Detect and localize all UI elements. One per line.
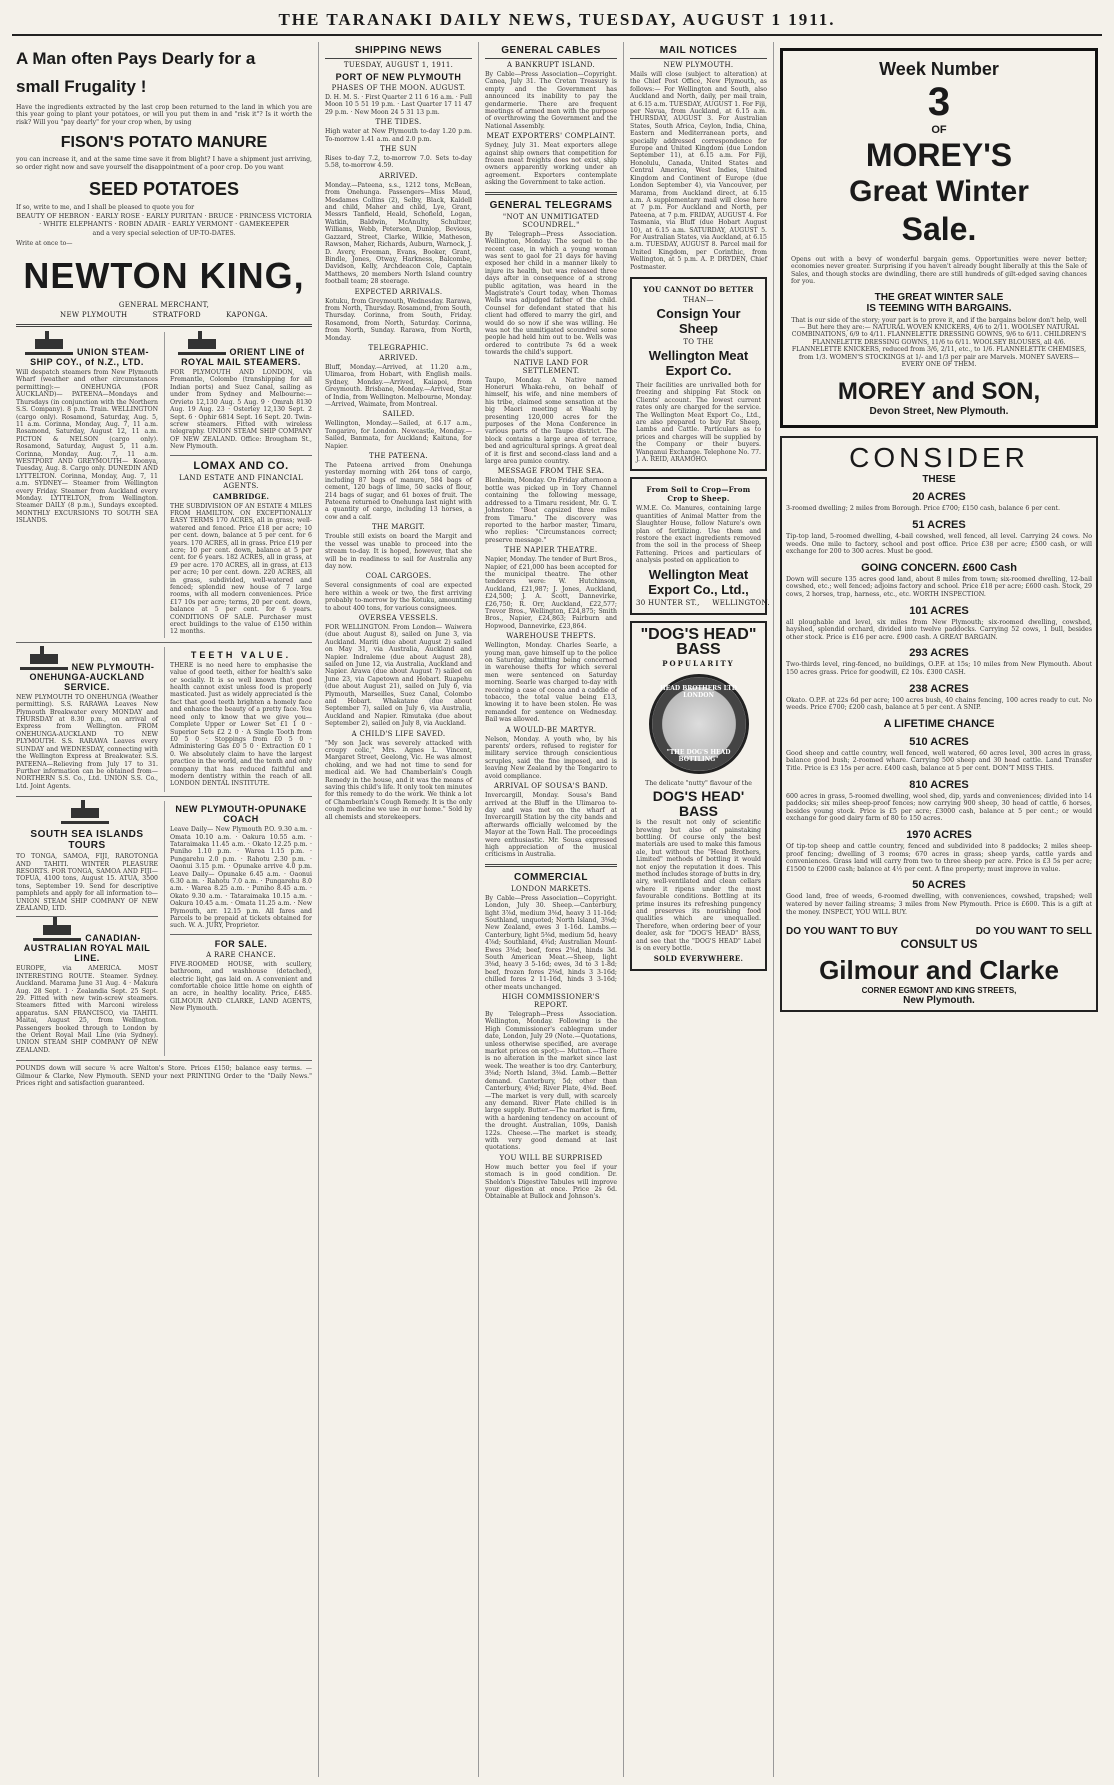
gilmour-city: New Plymouth.	[903, 995, 975, 1007]
divider	[16, 1060, 312, 1061]
pateena-heading: THE PATEENA.	[369, 452, 428, 461]
bottle-label-top: HEAD BROTHERS LTD LONDON	[660, 684, 737, 699]
bottle-label-bottom: "THE DOG'S HEAD BOTTLING"	[666, 748, 731, 763]
teeth-ad	[164, 647, 312, 792]
column-advertisements-right	[773, 42, 1104, 1777]
footer-notices: POUNDS down will secure ¼ acre Walton's Store. Prices £150; balance easy terms. — Gilmour & Clarke, New Plymouth. SEND your next PRINTING Order to the "Daily News." Prices right and satisfaction guaranteed.	[16, 1065, 312, 1088]
steamship-icon	[33, 921, 81, 941]
meat-line-5: Wellington Meat Export Co.	[648, 347, 749, 378]
martyr-heading: A WOULD-BE MARTYR.	[505, 725, 597, 734]
fisons-text: you can increase it, and at the same time save it from blight? I have a shipment just arriving, so order right now and save yourself the disappointment of a poor crop. Do you want	[16, 156, 312, 171]
sousa-text: Invercargill, Monday. Sousa's Band arrived at the Bluff in the Ulimaroa to-day and was met on the wharf at Invercargill Station by the city bands and afterwards officially welcomed by the Mayor at the Town Hall. The proceedings were enthusiastic. Mr. Sousa expressed high appreciation of the musical criticisms in Australia.	[485, 792, 617, 859]
divider	[16, 796, 312, 797]
canadian-heading: CANADIAN-AUSTRALIAN ROYAL MAIL LINE.	[23, 933, 151, 964]
child-saved-heading: A CHILD'S LIFE SAVED.	[351, 729, 446, 738]
steamship-icon	[61, 804, 109, 824]
sell-question: DO YOU WANT TO SELL	[975, 926, 1092, 938]
lomax-sub: LAND ESTATE AND FINANCIAL AGENTS.	[179, 473, 303, 490]
soil-company: Wellington Meat Export Co., Ltd.,	[648, 566, 749, 597]
property-heading: GOING CONCERN. £600 Cash	[861, 561, 1017, 574]
mail-notices-text: Mails will close (subject to alteration) at the Chief Post Office, New Plymouth, as follows:— For Wellington and South, also Auckland and North, daily, per mail train, at 6.15 a.m. TUESDAY, AUGUST 1. For Fiji, per Navua, from Auckland, at 6.15 a.m. THURSDAY, AUGUST 3. For Australian States, South Africa, Ceylon, India, China, Eastern and Mediterranean ports, and specially addressed correspondence for Europe and United Kingdom (due London September 11), at 6.15 a.m. For Fiji, Honolulu, Canada, United States and Central America, West Indies, United Kingdom and Continent of Europe (due London September 4), via Vancouver, per Marama, from Auckland direct, at 6.15 a.m. A supplementary mail will close here at 7 p.m. For Auckland and North, per Pateena, at 7 p.m. FRIDAY, AUGUST 4. For Tasmania, via Bluff (due Hobart August 10), at 6.15 a.m. SATURDAY, AUGUST 5. For Australian States, via Auckland, at 6.15 a.m. TUESDAY, AUGUST 8. Parcel mail for United Kingdom, per Corinthic, from Wellington, at 5 p.m. A. P. DRYDEN, Chief Postmaster.	[630, 71, 767, 271]
property-description: Down will secure 135 acres good land, about 8 miles from town; six-roomed dwelling, 12-bail cowshed, etc.; well fenced; adjoins factory and school. Price £18 per acre; £600 cash. Stock, 29 cows, 2 horses, trap, harness, etc., etc. WORTH INSPECTION.	[786, 575, 1092, 599]
manure-intro: Have the ingredients extracted by the last crop been returned to the land in which you are this year going to plant your potatoes, or will you put them in and "risk it"? Is it worth the risk? Will you "pay dearly" for your crop when, by using	[16, 104, 312, 126]
london-markets-text: By Cable—Press Association—Copyright. London, July 30. Sheep.—Canterbury, light 3⅞d, medium 3⅝d, heavy 3 11-16d; Southland, unquoted; North Island, 3⅝d; New Zealand, ewes 3 1-16d. Lambs.—Canterbury, light 5⅜d, medium 5d, heavy 4⅞d; Southland, 4¾d; Australian Mount-Ewes 3⅜d; beef, fores 2⅝d, hinds 3d. South American Meat.—Sheep, light 3⅝d, heavy 3 5-16d; ewes, 3d to 3 1-8d; beef, frozen fores 2⅜d, hinds 3 3-16d; chilled fores 2 11-16d, hinds 3 3-16d; other meats unchanged.	[485, 894, 617, 991]
high-commissioner-heading: HIGH COMMISSIONER'S REPORT.	[502, 993, 600, 1010]
telegraphic-heading: TELEGRAPHIC.	[368, 343, 429, 352]
property-listings	[786, 491, 1092, 916]
warehouse-heading: WAREHOUSE THEFTS.	[506, 632, 596, 641]
lomax-heading: LOMAX AND CO.	[193, 459, 289, 472]
write-text: Write at once to—	[16, 239, 73, 247]
morey-heading: MOREY'S	[865, 137, 1013, 173]
divider	[170, 455, 312, 456]
london-markets-heading: LONDON MARKETS.	[511, 884, 591, 893]
steamship-icon	[25, 335, 73, 355]
canadian-text: EUROPE, via AMERICA. MOST INTERESTING ROUTE. Steamer. Sydney. Auckland. Marama June 31 Aug. 4 · Makura Aug. 28 Sept. 1 · Zealandia Sept. 25 Sept. 29. Fitted with new twin-screw steamers. Steamers fitted with Marconi wireless apparatus. SAN FRANCISCO, via TAHITI. Maitai, August 25, from Wellington. Passengers booked through to London by the Orient Royal Mail Line (via Sydney). UNION STEAM SHIP COMPANY OF NEW ZEALAND.	[16, 965, 158, 1054]
telegraphic-text: Bluff, Monday.—Arrived, at 11.20 a.m., Ulimaroa, from Hobart, with English mails. Sydney, Monday.—Arrived, Kaiapoi, from Greymouth. Brisbane, Monday.—Arrived, Star of India, from Wellington. Melbourne, Monday.—Arrived, Waimate, from Montreal.	[325, 363, 472, 408]
newton-merchant: GENERAL MERCHANT,	[118, 301, 210, 310]
steamship-icon	[20, 650, 68, 670]
teeming-text: That is our side of the story; your part is to prove it, and if the bargains below don't help, well— But here they are:— NATURAL WOVEN KNICKERS, 4/6 to 2/11. WOOLSEY NATURAL COMBINATIONS, 6/9 to 4/11. FLANNELETTE DRESSING GOWNS, 9/6 to 6/11. CHILDREN'S FLANNELETTE DRESSING GOWNS, 11/6 to 6/11. WOOLSEY BLOUSES, all 4/6. FLANNELETTE KNICKERS, reduced from 3/6, 2/11, etc., to 1/6. FLANNELETTE CHEMISES, from 1/3. WOMEN'S STOCKINGS at 1/- and 1/3 per pair are Marvels. MONEY SAVERS—EVERY ONE OF THEM.	[791, 316, 1087, 369]
property-description: Good land, free of weeds, 6-roomed dwelling, with conveniences, cowshed, trapshed; well watered by never failing streams; 3 miles from New Plymouth. Price is £600. This is a gift at the money. INSPECT, YOU WILL BUY.	[786, 893, 1092, 916]
property-description: all ploughable and level, six miles from New Plymouth; six-roomed dwelling, cowshed, hayshed, splendid orchard, divided into twelve paddocks. Carrying 52 cows, 1 bull, besides other stock. Price is £16 per acre. £900 cash. A GREAT BARGAIN.	[786, 618, 1092, 641]
gilmour-address: CORNER EGMONT AND KING STREETS,	[861, 986, 1017, 996]
shipping-ads-row-2	[16, 647, 312, 792]
sun-heading: THE SUN	[379, 145, 418, 154]
tides-text: High water at New Plymouth to-day 1.20 p.m. To-morrow 1.41 a.m. and 2.0 p.m.	[325, 128, 472, 143]
meat-text: Sydney, July 31. Meat exporters allege against ship owners that competition for frozen meat freights does not exist, ship owners apparently working under an agreement. Exporters contemplate asking the Government to take action.	[485, 142, 617, 187]
meat-line-3: Consign Your Sheep	[656, 305, 741, 336]
commercial-heading: COMMERCIAL	[514, 871, 588, 883]
divider	[16, 642, 312, 643]
mail-notices-heading: MAIL NOTICES	[630, 45, 767, 59]
property-description: 600 acres in grass, 5-roomed dwelling, wool shed, dip, yards and conveniences; divided into 14 paddocks; six miles sheep-proof fences; now carrying 900 sheep, 30 head of cattle, 6 horses, besides young stock. Price is £5 per acre; £3000 cash, balance at 5 per cent.; or would exchange for good dairy farm of 80 to 150 acres.	[786, 792, 1092, 823]
south-sea-islands-ad	[16, 801, 158, 1056]
moon-phases-table: D. H. M. S. · First Quarter 2 11 6 16 a.m. · Full Moon 10 5 51 19 p.m. · Last Quarter 17 11 47 29 p.m. · New Moon 24 5 31 13 p.m.	[325, 94, 472, 116]
property-description: Good sheep and cattle country, well fenced, well watered, 60 acres level, 300 acres in grass, balance good bush; 2-roomed whare. Carrying 500 sheep and 30 head cattle. Land Transfer Title. Price is £3 15s per acre. £400 cash, balance at 5 per cent. DON'T MISS THIS.	[786, 749, 1092, 772]
port-heading: PORT OF NEW PLYMOUTH	[335, 72, 462, 82]
week-number-value: 3	[927, 80, 951, 124]
meat-heading: MEAT EXPORTERS' COMPLAINT.	[486, 132, 616, 141]
property-heading: 20 ACRES	[912, 491, 966, 504]
sailed-text: Wellington, Monday.—Sailed, at 6.17 a.m., Tongariro, for London. Newcastle, Monday.—Sailed, Banmata, for Auckland; Kaituna, for Napier.	[325, 420, 472, 450]
shipping-date: TUESDAY, AUGUST 1, 1911.	[343, 61, 454, 69]
sea-message-text: Blenheim, Monday. On Friday afternoon a bottle was picked up in Tory Channel containing the following message, addressed to a Timaru resident, Mr. G. T. Johnston: "Boat capsized three miles from Timaru." The discovery was reported to the harbor master, Timaru, who replies: "Circumstances correct; preserve message."	[485, 477, 617, 544]
headline-frugality-2: small Frugality !	[16, 77, 147, 96]
teeming-heading-1: THE GREAT WINTER SALE	[874, 291, 1004, 303]
sailed-heading: SAILED.	[382, 410, 415, 419]
sea-message-heading: MESSAGE FROM THE SEA.	[497, 467, 605, 476]
general-telegrams-heading: GENERAL TELEGRAMS	[489, 199, 613, 211]
martyr-text: Nelson, Monday. A youth who, by his parents' orders, refused to register for military service through conscientious scruples, said the fine imposed, and is leaving New Zealand by the Tongariro to avoid compliance.	[485, 735, 617, 780]
buy-question: DO YOU WANT TO BUY	[786, 926, 898, 938]
pateena-text: The Pateena arrived from Onehunga yesterday morning with 264 tons of cargo, including 87 bags of manure, 584 bags of cement, 120 bags of lime, 50 sacks of flour, 214 bags of sugar, and 61 boxes of fruit. The Pateena returned to Onehunga last night with a quantity of cargo, including 13 horses, a cow and a calf.	[325, 462, 472, 521]
orient-heading: ORIENT LINE of ROYAL MAIL STEAMERS.	[181, 347, 305, 368]
bankrupt-text: By Cable—Press Association—Copyright. Canea, July 31. The Cretan Treasury is empty and the Government has announced its inability to pay the gendarmerie. There are frequent meetings of armed men with the purpose of overthrowing the Government and the National Assembly.	[485, 71, 617, 130]
soil-address: 30 HUNTER ST., WELLINGTON.	[636, 598, 770, 607]
coach-and-sale-ads	[164, 801, 312, 1056]
bass-line-2: BASS	[676, 640, 721, 658]
divider	[16, 324, 312, 327]
bass-line-1: "DOG'S HEAD"	[640, 625, 757, 643]
ssi-text: TO TONGA, SAMOA, FIJI, RAROTONGA AND TAHITI. WINTER PLEASURE RESORTS. FOR TONGA, SAMOA AND FIJI— TOFUA, 4100 tons, August 15. ATUA, 3500 tons, September 19. Send for descriptive pamphlets and apply for all information to— UNION STEAM SHIP COMPANY OF NEW ZEALAND, LTD.	[16, 853, 158, 912]
property-heading: 101 ACRES	[909, 604, 969, 617]
meat-line-4: TO THE	[683, 337, 714, 346]
for-sale-text: FIVE-ROOMED HOUSE, with scullery, bathroom, and washhouse (detached), electric light, gas laid on. A convenient and comfortable choice little home on eighth of an acre, in healthy locality. Price, £485. GILMOUR AND CLARKE, LAND AGENTS, New Plymouth.	[170, 960, 312, 1013]
onehunga-service-ad	[16, 647, 158, 792]
newton-king-heading: NEWTON KING,	[23, 255, 305, 297]
coal-text: Several consignments of coal are expected here within a week or two, the first arriving probably to-morrow by the Kotuku, amounting to about 400 tons, for various consignees.	[325, 582, 472, 612]
new-plymouth-heading: NEW PLYMOUTH.	[663, 61, 734, 69]
coach-text: Leave Daily— New Plymouth P.O. 9.30 a.m. · Omata 10.10 a.m. · Oakura 10.55 a.m. · Tataraimaka 11.45 a.m. · Okato 12.25 p.m. · Puniho 1.10 p.m. · Warea 1.15 p.m. · Pungarehu 2.0 p.m. · Rahotu 2.30 p.m. · Oaonui 3.15 p.m. · Opunake arrive 4.0 p.m. Leave Daily— Opunake 6.45 a.m. · Oaonui 6.30 a.m. · Rahotu 7.0 a.m. · Pungarehu 8.0 a.m. · Warea 8.25 a.m. · Puniho 8.45 a.m. · Okato 9.30 a.m. · Tataraimaka 10.15 a.m. · Oakura 10.45 a.m. · Omata 11.25 a.m. · New Plymouth, arr. 12.15 p.m. All fares and Parcels to be prepaid at tickets obtained for such. W. A. JURY, Proprietor.	[170, 826, 312, 930]
seed-text: If so, write to me, and I shall be pleased to quote you for	[16, 204, 195, 212]
property-description: Tip-top land, 5-roomed dwelling, 4-bail cowshed, well fenced, all level. Carrying 24 cows. No weeds. One mile to factory, school and post office. Price £38 per acre; £500 cash, or will exchange for 200 to 300 acres. Must be good.	[786, 533, 1092, 556]
consult-heading: CONSULT US	[900, 937, 978, 952]
divider	[16, 916, 158, 917]
onehunga-text: NEW PLYMOUTH TO ONEHUNGA (Weather permitting). S.S. RARAWA Leaves New Plymouth Breakwater every MONDAY and THURSDAY at 8.30 p.m., on arrival of Express from Wellington. FROM ONEHUNGA-AUCKLAND TO NEW PLYMOUTH. S.S. RARAWA Leaves every SUNDAY and WEDNESDAY, connecting with the Wellington Express at Breakwater. S.S. PATEENA—Relieving from July 17 to 31. Further information can be obtained from— NORTHERN S.S. Co., Ltd. UNION S.S. Co., Ltd. Joint Agents.	[16, 693, 158, 790]
bass-line-3: POPULARITY	[662, 658, 735, 668]
property-description: 3-roomed dwelling; 2 miles from Borough. Price £700; £150 cash, balance 6 per cent.	[786, 505, 1061, 513]
surprised-text: How much better you feel if your stomach is in good condition. Dr. Sheldon's Digestive Tabules will improve your digestion at once. Price 2s 6d. Obtainable at Bullock and Johnson's.	[485, 1163, 617, 1201]
property-heading: 50 ACRES	[912, 879, 966, 892]
arrived-heading: ARRIVED.	[379, 171, 418, 180]
teeming-heading-2: IS TEEMING WITH BARGAINS.	[866, 302, 1012, 314]
for-sale-sub: A RARE CHANCE.	[206, 950, 276, 959]
wellington-meat-ad	[630, 277, 767, 471]
property-heading: 1970 ACRES	[906, 828, 972, 841]
coach-heading: NEW PLYMOUTH-OPUNAKE COACH	[175, 804, 307, 825]
coal-heading: COAL CARGOES.	[365, 572, 432, 581]
sun-text: Rises to-day 7.2, to-morrow 7.0. Sets to-day 5.58, to-morrow 4.59.	[325, 155, 472, 170]
potato-varieties: BEAUTY OF HEBRON · EARLY ROSE · EARLY PURITAN · BRUCE · PRINCESS VICTORIA · WHITE ELEPHANTS · ROBIN ADAIR · EARLY VERMONT · GAMEKEEPER	[16, 212, 312, 228]
headline-frugality-1: A Man often Pays Dearly for a	[16, 49, 256, 68]
column-advertisements-left	[10, 42, 318, 1777]
meat-ad-text: Their facilities are unrivalled both for freezing and shipping Fat Stock on Clients' account. The lowest current rates only are charged for the service. The Wellington Meat Export Co., Ltd., are also prepared to buy Fat Sheep, Lambs and Cattle. Particulars as to prices and charges will be supplied by the Company or their buyers. Wanganui Exchange. Telephone No. 77. J. A. REID, ARAMOHO.	[636, 381, 761, 464]
shipping-ads-row-1	[16, 332, 312, 638]
divider	[485, 192, 617, 195]
bankrupt-heading: A BANKRUPT ISLAND.	[507, 61, 595, 69]
oversea-heading: OVERSEA VESSELS.	[358, 613, 439, 622]
steamship-icon	[178, 335, 226, 355]
morey-sale-ad	[780, 48, 1098, 428]
soil-text: W.M.E. Co. Manures, containing large quantities of Animal Matter from the Slaughter House, follow Nature's own plan of fertilizing. Use them and restore the exact ingredients removed from the soil in the process of Sheep Fattening. Prices and particulars of analysis posted on application to	[636, 505, 761, 565]
napier-theatre-text: Napier, Monday. The tender of Burt Bros., Napier, of £21,000 has been accepted for the municipal theatre. The other tenderers were: W. Hutchinson, Auckland, £21,987; J. Jones, Auckland, £24,500; J. A. Scott, Dannevirke, £26,750; R. Orr, Auckland, £22,577; Trevor Bros., Wellington, £24,875; Smith Bros., Napier, £24,863; Fairburn and Hopwood, Dannevirke, £23,864.	[485, 556, 617, 630]
property-description: Okato. O.P.F. at 22s 6d per acre; 100 acres bush, 40 chains fencing, 100 acres ready to cut. No weeds. Price £700; £200 cash, balance at 5 per cent. A SNIP.	[786, 696, 1092, 712]
divider	[485, 864, 617, 867]
fisons-heading: FISON'S POTATO MANURE	[60, 134, 268, 152]
uss-text: Will despatch steamers from New Plymouth Wharf (weather and other circumstances permitting):— ONEHUNGA (FOR AUCKLAND)— PATEENA—Mondays and Thursdays (in conjunction with the Northern S.S. Company). 8 p.m. Train. WELLINGTON (cargo only). Rosamond, Saturday, Aug. 5, 11 a.m. Corinna, Monday, Aug. 7, 11 a.m. Rosamond, Saturday, August 12, 11 a.m. PICTON & NELSON (cargo only). Rosamond, Saturday, August 5, 11 a.m. Corinna, Monday, Aug. 7, 11 a.m. WESTPORT AND GREYMOUTH— Koonya, Tuesday, Aug. 8. Cargo only. DUNEDIN AND LYTTELTON. Corinna, Monday, Aug. 7, 11 a.m. SYDNEY— Steamer from Wellington every Friday. Steamer from Auckland every Monday. LYTTELTON, from Wellington. Steamer DAILY (8 p.m.), Sundays excepted. MONTHLY EXCURSIONS TO SOUTH SEA ISLANDS.	[16, 369, 158, 525]
meat-line-2: THAN—	[683, 295, 714, 304]
buy-sell-row	[786, 926, 1092, 937]
bass-text: is the result not only of scientific brewing but also of painstaking bottling. Of course only the best materials are used to make this famous ale, but without the "Head Brothers, Limited" methods of bottling it would not enjoy the reputation it does. This method includes storage of butts in dry, airy, well-ventilated and clean cellars where it ripens under the most favourable conditions. Bottling at its prime insures its refreshing pungency and preserves its nourishing food qualities which are unequalled. Therefore, when ordering beer of your dealer, ask for "DOG'S HEAD" BASS, and see that the "DOG'S HEAD" Label is on every bottle.	[636, 819, 761, 952]
expected-text: Kotuku, from Greymouth, Wednesday. Rarawa, from North, Thursday. Rosamond, from South, Thursday. Corinna, from South, Friday. Rosamond, from North, Saturday. Corinna, from North, Sunday. Rarawa, from North, Monday.	[325, 297, 472, 342]
bass-tagline: The delicate "nutty" flavour of the	[645, 779, 752, 787]
bass-sold: SOLD EVERYWHERE.	[653, 954, 744, 964]
property-heading: A LIFETIME CHANCE	[883, 717, 995, 730]
masthead: THE TARANAKI DAILY NEWS, TUESDAY, AUGUST 1 1911.	[278, 10, 836, 29]
teeth-text: THERE is no need here to emphasise the value of good teeth, either for health's sake or socially. It is so well known that good health cannot exist unless food is properly masticated. Just as widely appreciated is the fact that good teeth brighten a homely face and enhance the beauty of a pretty face. You need only to know that we give you— Complete Upper or Lower Set £1 1 0 · Superior Sets £2 2 0 · A Single Tooth from £0 5 0 · Stoppings from £0 5 0 · Administering Gas £0 5 0 · Extraction £0 1 0. We absolutely claim to have the largest practice in the world, and the tenth and only company that has reduced faithful and modern dentistry within the reach of all. LONDON DENTAL INSTITUTE.	[170, 661, 312, 788]
masthead-rule	[12, 34, 1102, 36]
moon-phases-heading: PHASES OF THE MOON. AUGUST.	[331, 84, 466, 92]
column-mail-notices	[623, 42, 773, 1777]
child-saved-text: "My son Jack was severely attacked with croupy colic," Mrs. Agnes L. Vincent, Margaret Street, Geelong, Vic. He was almost choking, and we had not time to send for medical aid. We had Chamberlain's Cough Remedy in the house, and it was the means of saving this child's life. It only took ten minutes for this remedy to do the work. We think a lot of Chamberlain's Cough Remedy. It is the only cough medicine we use in our home." Sold by all chemists and storekeepers.	[325, 739, 472, 821]
sousa-heading: ARRIVAL OF SOUSA'S BAND.	[493, 782, 609, 791]
expected-heading: EXPECTED ARRIVALS.	[354, 287, 443, 296]
newton-towns: NEW PLYMOUTH STRATFORD KAPONGA.	[60, 311, 268, 320]
shipping-news-heading: SHIPPING NEWS	[325, 45, 472, 59]
arrived-text: Monday.—Pateena, s.s., 1212 tons, McBean, from Onehunga. Passengers—Miss Maud, Mesdames Collins (2), Selby, Black, Kaldell and child, Maher and child, Lye, Grant, Messrs Tanfield, Heald, Schofield, Logan, Watkin, Baldwin, McAnulty, Schultzer, Williams, Webb, Peterson, Dunlop, Bevious, Gazzard, Street, Clarke, Wilkie, Matheson, Rawson, Maher, Richards, Auburn, Warnock, J. D. Avery, Freeman, Evans, Booker, Grant, Bindle, Jones, Otway, Harkness, Balcombe, Davidson, Kelly, Archdeacon Cole, Captain Matthews, 20 members North Island country football team; 28 steerage.	[325, 181, 472, 286]
teeth-heading: TEETH VALUE.	[190, 649, 292, 660]
soil-heading: From Soil to Crop—From Crop to Sheep.	[646, 485, 751, 504]
bass-line-4: DOG'S HEAD' BASS	[652, 788, 745, 820]
column-general-cables	[478, 42, 623, 1777]
property-description: Two-thirds level, ring-fenced, no buildings, O.P.F. at 15s; 10 miles from New Plymouth. About 150 acres grass. Price for goodwill, £2 10s. £300 CASH.	[786, 661, 1092, 676]
telegraphic-arrived-heading: ARRIVED.	[379, 353, 418, 362]
bottle-label-icon	[649, 674, 749, 774]
uss-heading: UNION STEAM-SHIP COY., of N.Z., LTD.	[30, 347, 149, 368]
soil-to-crop-ad	[630, 477, 770, 614]
meat-line-1: YOU CANNOT DO BETTER	[643, 284, 754, 294]
shipping-ads-row-3	[16, 801, 312, 1056]
union-steamship-ad	[16, 332, 158, 638]
of-label: OF	[931, 124, 947, 136]
column-shipping-news	[318, 42, 478, 1777]
native-land-heading: NATIVE LAND FOR SETTLEMENT.	[513, 358, 589, 375]
property-heading: 293 ACRES	[909, 647, 969, 660]
high-commissioner-text: By Telegraph—Press Association. Wellington, Monday. Following is the High Commissioner's cablegram under date, London, July 29 (Note.—Quotations, unless otherwise specified, are average market prices on spot):— Mutton.—There is no alteration in the market since last week. The weather is too dry. Canterbury, 3⅝d; North Island, 3⅜d. Lamb.—Better demand. Canterbury, 5d; other than Canterbury, 4⅝d; River Plate, 4⅝d. Beef.—The market is very dull, with scarcely any demand. River Plate chilled is in large supply. Butter.—The market is firm, with a hardening tendency on account of the drought. Australian, 109s, Danish 122s. Cheese.—The market is steady, with very good demand at last quotations.	[485, 1011, 617, 1152]
surprised-heading: YOU WILL BE SURPRISED	[499, 1153, 603, 1162]
selection-text: and a very special selection of UP-TO-DATES.	[92, 230, 236, 238]
sale-heading: Sale.	[901, 211, 977, 247]
orient-text: FOR PLYMOUTH AND LONDON, via Fremantle, Colombo (transhipping for all Indian ports) and Suez Canal, sailing as under from Sydney and Melbourne:— Orvieto 12,130 Aug. 5 Aug. 9 · Omrah 8130 Aug. 19 Aug. 23 · Osterley 12,130 Sept. 2 Sept. 6 · Ophir 6814 Sept. 16 Sept. 20. Twin-screw steamers. Fitted with wireless telegraphy. UNION STEAM SHIP COMPANY OF NEW ZEALAND. Office: Brougham St., New Plymouth.	[170, 369, 312, 451]
general-cables-heading: GENERAL CABLES	[485, 45, 617, 59]
tides-heading: THE TIDES.	[375, 118, 422, 127]
seed-potatoes-heading: SEED POTATOES	[88, 179, 240, 200]
sale-text: Opens out with a bevy of wonderful bargain gems. Opportunities were never better; economies never greater. Surprising if you haven't already bought liberally at this the Sale of Sales, and though stocks are dwindling, there are still hundreds of gilt-edged saving chances for you.	[791, 256, 1087, 286]
warehouse-text: Wellington, Monday. Charles Searle, a young man, gave himself up to the police on Saturday, admitting being concerned in warehouse thefts for which several men were sentenced on Saturday morning. Searle was charged to-day with receiving a case of cocoa and a caddie of tobacco, the total value being £13, knowing it to have been stolen. He was remanded for sentence on Wednesday. Bail was allowed.	[485, 642, 617, 724]
morey-son-heading: MOREY and SON,	[837, 378, 1041, 406]
unmitigated-text: By Telegraph—Press Association. Wellington, Monday. The sequel to the recent case, in which a young woman was sent to gaol for 21 days for having exposed her child in a manner likely to injure its health, but was released three days after in consequence of a strong public agitation, was heard in the Magistrate's Court today, when Thomas Wells was adjudged father of the child. Counsel for defendant stated that his client had offered to marry the girl, and would do so now if she was willing. He was not the unmitigated scoundrel some people had held him out to be. Wells was ordered to contribute 7s 6d a week towards the child's support.	[485, 230, 617, 357]
dogs-head-bass-ad	[630, 621, 767, 972]
consider-heading: CONSIDER	[849, 442, 1029, 474]
margit-text: Trouble still exists on board the Margit and the vessel was unable to proceed into the stream to-day. It is hoped, however, that she will be in readiness to sail for Australia any day now.	[325, 533, 472, 570]
property-heading: 238 ACRES	[909, 682, 969, 695]
gilmour-clarke-ad	[780, 436, 1098, 1012]
great-winter-heading: Great Winter	[849, 175, 1029, 208]
property-heading: 51 ACRES	[912, 519, 966, 532]
for-sale-heading: FOR SALE.	[214, 938, 268, 949]
morey-address: Devon Street, New Plymouth.	[869, 406, 1009, 418]
property-description: Of tip-top sheep and cattle country, fenced and subdivided into 8 paddocks; 2 miles sheep-proof fencing; dwelling of 3 rooms; 670 acres in grass; sheep yards, cattle yards and conveniences. Grass land will carry from two to three sheep per acre. Price is £3 5s per acre; £1500 to £2000 cash; balance at 4½ per cent. A fine property; must improve in value.	[786, 842, 1092, 873]
gilmour-clarke-heading: Gilmour and Clarke	[819, 955, 1059, 986]
native-land-text: Taupo, Monday. A Native named Honeruri Whaka-rehu, on behalf of himself, his wife, and nine members of his tribe, claimed some sensation at the big Maori meeting at Waahi by presenting 120,000 acres for the purposes of the Mona Conference in various parts of the Taupo district. The block contains a large area of terrace, bed and agricultural springs. A great deal of it is first and second-class land and a large area pumice country.	[485, 376, 617, 466]
ssi-heading: SOUTH SEA ISLANDS TOURS	[30, 829, 144, 852]
these-heading: THESE	[922, 474, 956, 486]
onehunga-heading: NEW PLYMOUTH-ONEHUNGA-AUCKLAND SERVICE.	[29, 661, 155, 692]
orient-line-ad	[164, 332, 312, 638]
week-number: Week Number	[879, 59, 999, 79]
lomax-text: THE SUBDIVISION OF AN ESTATE 4 MILES FROM HAMILTON. ON EXCEPTIONALLY EASY TERMS 170 ACRES, all in grass; well-watered and fenced. Price £18 per acre; 10 per cent. down, balance at 5 per cent. for 6 years. 170 ACRES, all in grass. Price £19 per acre; 10 per cent. down, balance at 5 per cent. for 6 years. 182 ACRES, all in grass, at £9 per acre. 170 ACRES, all in grass, at £13 per acre; 10 per cent. down. 220 ACRES, all in grass, subdivided, well-watered and fenced; splendid new house of 7 large rooms, with all modern conveniences. Price £17 10s per acre; terms, 20 per cent. down, balance at 5 per cent. for 6 years. CONDITIONS OF SALE. Purchaser must erect buildings to the value of £150 within 12 months.	[170, 502, 313, 636]
divider	[170, 934, 312, 935]
margit-heading: THE MARGIT.	[371, 523, 426, 532]
napier-theatre-heading: THE NAPIER THEATRE.	[504, 546, 598, 555]
lomax-place: CAMBRIDGE.	[212, 491, 270, 501]
oversea-text: FOR WELLINGTON. From London— Waiwera (due about August 8), sailed on June 3, via Auckland. Mariti (due about August 2) sailed on May 31, via Australia, Auckland and Napier. Indraleme (due about August 28), sailed on June 12, via Australia, Auckland and Napier. Arawa (due about August 7) sailed on June 23, via Capetown and Hobart. Ruapehu (due about August 21), sailed on July 6, via Plymouth, Marseilles, Suez Canal, Colombo and Hobart. Whakatane (due about September 7), sailed on July 6, via Australia, Auckland and Napier. Rimutaka (due about September 2), sailed on July 8, via Auckland.	[325, 623, 472, 728]
property-heading: 510 ACRES	[909, 735, 969, 748]
property-heading: 810 ACRES	[909, 778, 969, 791]
unmitigated-heading: "NOT AN UNMITIGATED SCOUNDREL."	[502, 212, 600, 229]
